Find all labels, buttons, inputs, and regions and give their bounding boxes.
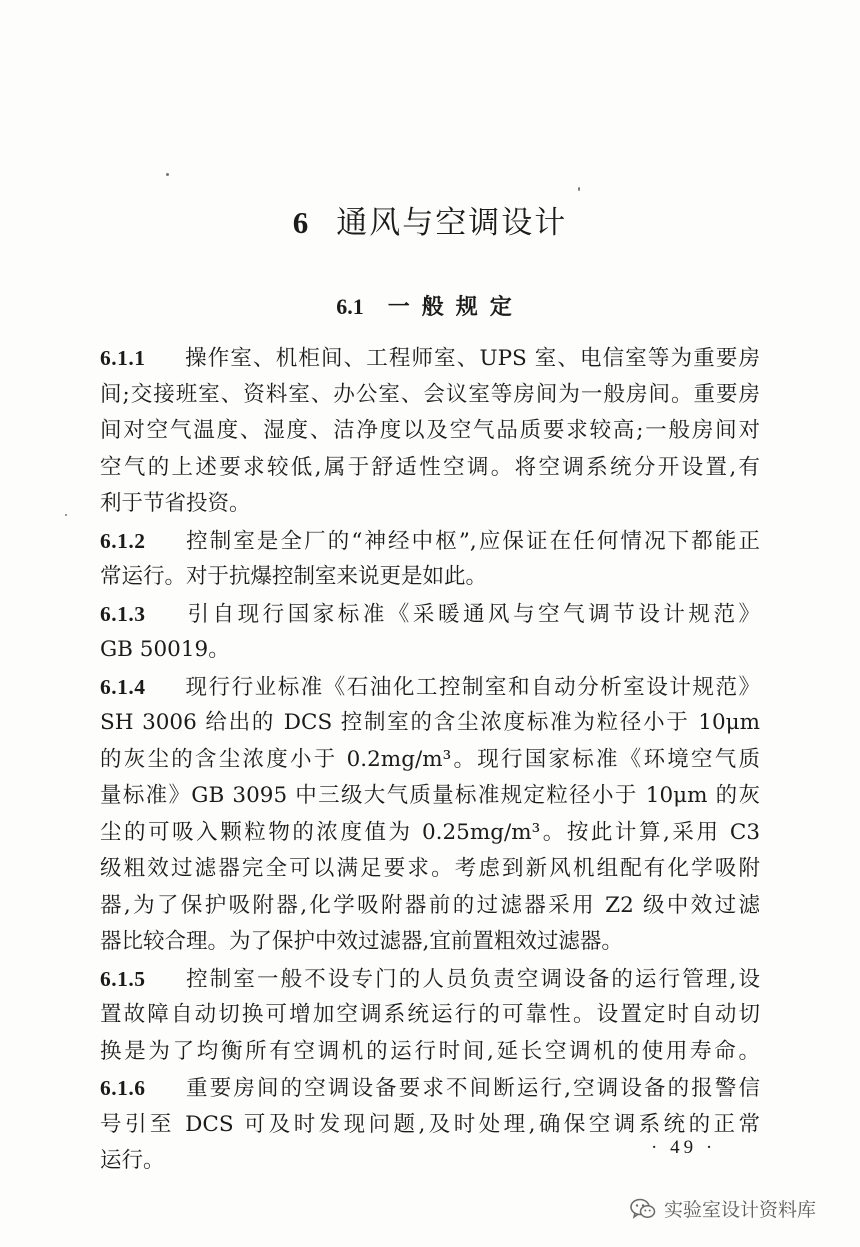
clause-line: 空气的上述要求较低,属于舒适性空调。将空调系统分开设置,有: [100, 454, 760, 480]
clause-line: 常运行。对于抗爆控制室来说更是如此。: [100, 564, 488, 589]
clause-line: 间;交接班室、资料室、办公室、会议室等房间为一般房间。重要房: [100, 381, 760, 407]
clause-text: 现行行业标准《石油化工控制室和自动分析室设计规范》: [184, 674, 760, 700]
clause-text: 控制室是全厂的“神经中枢”,应保证在任何情况下都能正: [184, 528, 760, 554]
clause-number: 6.1.3: [100, 601, 146, 626]
clause-number: 6.1.1: [100, 346, 146, 370]
clause-line: 置故障自动切换可增加空调系统运行的可靠性。设置定时自动切: [100, 1002, 760, 1027]
section-heading: [0, 290, 860, 321]
clause-text: 重要房间的空调设备要求不间断运行,空调设备的报警信: [184, 1076, 760, 1101]
clause-line: [100, 1070, 760, 1107]
section-number: 6.1: [336, 294, 364, 319]
clause-text: 控制室一般不设专门的人员负责空调设备的运行管理,设: [184, 966, 760, 992]
clause-line: 尘的可吸入颗粒物的浓度值为 0.25mg/m³。按此计算,采用 C3: [100, 819, 760, 845]
chapter-heading: [0, 197, 860, 242]
clause-line: [100, 961, 760, 998]
clause-line: 量标准》GB 3095 中三级大气质量标准规定粒径小于 10μm 的灰: [100, 783, 760, 808]
clause-line: 运行。: [100, 1148, 165, 1173]
clause-line: 号引至 DCS 可及时发现问题,及时处理,确保空调系统的正常: [100, 1111, 760, 1137]
clause-line: 器比较合理。为了保护中效过滤器,宜前置粗效过滤器。: [100, 929, 623, 954]
page-number: · 49 ·: [651, 1137, 717, 1158]
clause-text: 操作室、机柜间、工程师室、UPS 室、电信室等为重要房: [184, 346, 760, 371]
clause-text: 引自现行国家标准《采暖通风与空气调节设计规范》: [184, 601, 760, 627]
clause-line: 器,为了保护吸附器,化学吸附器前的过滤器采用 Z2 级中效过滤: [100, 892, 760, 918]
chapter-title: 通风与空调设计: [336, 205, 568, 241]
clause-line: 级粗效过滤器完全可以满足要求。考虑到新风机组配有化学吸附: [100, 856, 760, 881]
clause-line: 间对空气温度、湿度、洁净度以及空气品质要求较高;一般房间对: [100, 418, 760, 443]
clause-number: 6.1.6: [100, 1076, 146, 1100]
watermark-text: 实验室设计资料库: [664, 1199, 817, 1221]
body-text: [100, 340, 760, 1180]
clause-line: [100, 596, 760, 633]
clause-line: 利于节省投资。: [100, 491, 251, 516]
clause-line: [100, 523, 760, 560]
clause-line: SH 3006 给出的 DCS 控制室的含尘浓度标准为粒径小于 10μm: [100, 710, 760, 735]
clause-number: 6.1.2: [100, 528, 146, 553]
clause-number: 6.1.5: [100, 966, 146, 991]
scan-speck: [65, 514, 67, 516]
scan-speck: [166, 173, 169, 176]
clause-line: [100, 669, 760, 706]
watermark: [630, 1195, 816, 1222]
chapter-number: 6: [292, 205, 311, 240]
wechat-icon: [630, 1198, 656, 1220]
clause-line: GB 50019。: [100, 637, 230, 662]
scan-speck: [578, 187, 580, 191]
clause-line: [100, 340, 760, 377]
section-title: 一般规定: [387, 294, 524, 320]
clause-number: 6.1.4: [100, 674, 146, 699]
clause-line: 的灰尘的含尘浓度小于 0.2mg/m³。现行国家标准《环境空气质: [100, 746, 760, 772]
clause-line: 换是为了均衡所有空调机的运行时间,延长空调机的使用寿命。: [100, 1038, 760, 1064]
